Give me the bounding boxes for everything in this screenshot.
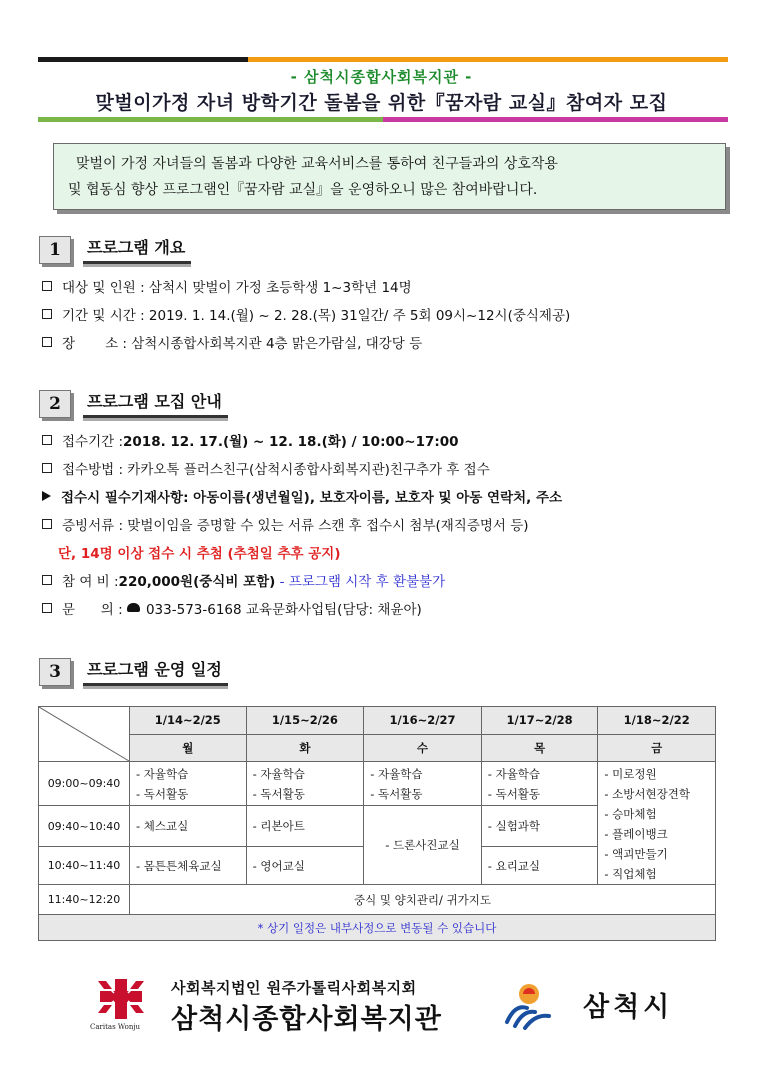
list-item: 접수기간 : 2018. 12. 17.(월) ~ 12. 18.(화) / 10:00~17:00 [42,426,562,454]
day-header: 목 [481,734,598,762]
section-2-list [42,426,562,622]
org-subtitle: 사회복지법인 원주가톨릭사회복지회 [171,979,417,997]
section-1-list [42,272,570,356]
schedule-cell: - 드론사진교실 [364,806,482,885]
time-cell: 09:40~10:40 [39,806,130,847]
list-item: 증빙서류 : 맞벌이임을 증명할 수 있는 서류 스캔 후 접수시 첨부(재직증명서 등) [42,510,562,538]
checkbox-bullet-icon [42,575,52,585]
time-cell: 11:40~12:20 [39,885,130,915]
schedule-cell: - 자율학습 - 독서활동 [481,762,598,806]
intro-box [53,143,726,210]
day-header: 수 [364,734,482,762]
date-range-header: 1/15~2/26 [246,707,364,735]
samcheok-city-logo-icon [503,980,555,1030]
footer [0,975,763,1035]
list-item: 접수방법 : 카카오톡 플러스친구(삼척시종합사회복지관)친구추가 후 접수 [42,454,562,482]
list-item: 참 여 비 : 220,000원(중식비 포함) - 프로그램 시작 후 환불불가 [42,566,562,594]
schedule-cell: - 몸튼튼체육교실 [130,847,247,885]
day-header: 월 [130,734,247,762]
list-item: 단, 14명 이상 접수 시 추첨 (추첨일 추후 공지) [58,546,341,562]
section-3-number: 3 [39,658,71,686]
list-item: 문 의 : 033-573-6168 교육문화사업팀(담당: 채윤아) [42,594,562,622]
header-top-bar [38,57,728,62]
time-cell: 09:00~09:40 [39,762,130,806]
section-3-header [39,657,228,686]
friday-schedule-cell: - 미로정원 - 소방서현장견학 - 승마체험 - 플레이뱅크 - 액괴만들기 - 직업체험 [598,762,716,885]
date-range-header: 1/14~2/25 [130,707,247,735]
schedule-cell: - 자율학습 - 독서활동 [364,762,482,806]
checkbox-bullet-icon [42,281,52,291]
schedule-cell: - 리본아트 [246,806,364,847]
section-2-header [39,389,228,418]
checkbox-bullet-icon [42,603,52,613]
schedule-cell: - 영어교실 [246,847,364,885]
header-bottom-bar [38,117,728,122]
section-3-title: 프로그램 운영 일정 [83,657,228,686]
intro-line-2: 및 협동심 향상 프로그램인『꿈자람 교실』을 운영하오니 많은 참여바랍니다. [68,182,538,198]
date-range-header: 1/18~2/22 [598,707,716,735]
page-title: 맞벌이가정 자녀 방학기간 돌봄을 위한『꿈자람 교실』참여자 모집 [95,92,668,114]
intro-line-1: 맞벌이 가정 자녀들의 돌봄과 다양한 교육서비스를 통하여 친구들과의 상호작용 [76,156,558,172]
section-1-number: 1 [39,236,71,264]
triangle-bullet-icon [42,491,51,501]
date-range-header: 1/17~2/28 [481,707,598,735]
section-1-title: 프로그램 개요 [83,235,191,264]
checkbox-bullet-icon [42,463,52,473]
checkbox-bullet-icon [42,309,52,319]
checkbox-bullet-icon [42,519,52,529]
section-1-header [39,235,191,264]
list-item: 접수시 필수기재사항: 아동이름(생년월일), 보호자이름, 보호자 및 아동 연락처, 주소 [42,482,562,510]
section-2-title: 프로그램 모집 안내 [83,389,228,418]
lunch-cell: 중식 및 양치관리/ 귀가지도 [130,885,716,915]
schedule-cell: - 자율학습 - 독서활동 [130,762,247,806]
table-corner-cell [39,707,130,762]
time-cell: 10:40~11:40 [39,847,130,885]
org-line: - 삼척시종합사회복지관 - [290,68,473,86]
phone-icon [127,603,140,612]
date-range-header: 1/16~2/27 [364,707,482,735]
schedule-cell: - 체스교실 [130,806,247,847]
checkbox-bullet-icon [42,435,52,445]
caritas-text: Caritas Wonju [90,1023,141,1031]
day-header: 화 [246,734,364,762]
list-item: 장 소 : 삼척시종합사회복지관 4층 맑은가람실, 대강당 등 [42,328,570,356]
schedule-cell: - 자율학습 - 독서활동 [246,762,364,806]
org-name: 삼척시종합사회복지관 [171,1004,442,1035]
checkbox-bullet-icon [42,337,52,347]
schedule-note: * 상기 일정은 내부사정으로 변동될 수 있습니다 [39,915,716,941]
day-header: 금 [598,734,716,762]
schedule-cell: - 실험과학 [481,806,598,847]
list-item: 대상 및 인원 : 삼척시 맞벌이 가정 초등학생 1~3학년 14명 [42,272,570,300]
diagonal-line-icon [39,707,129,761]
schedule-table [38,706,716,941]
city-name: 삼척시 [583,992,674,1023]
list-item: 기간 및 시간 : 2019. 1. 14.(월) ~ 2. 28.(목) 31일간/ 주 5회 09시~12시(중식제공) [42,300,570,328]
section-2-number: 2 [39,390,71,418]
schedule-cell: - 요리교실 [481,847,598,885]
